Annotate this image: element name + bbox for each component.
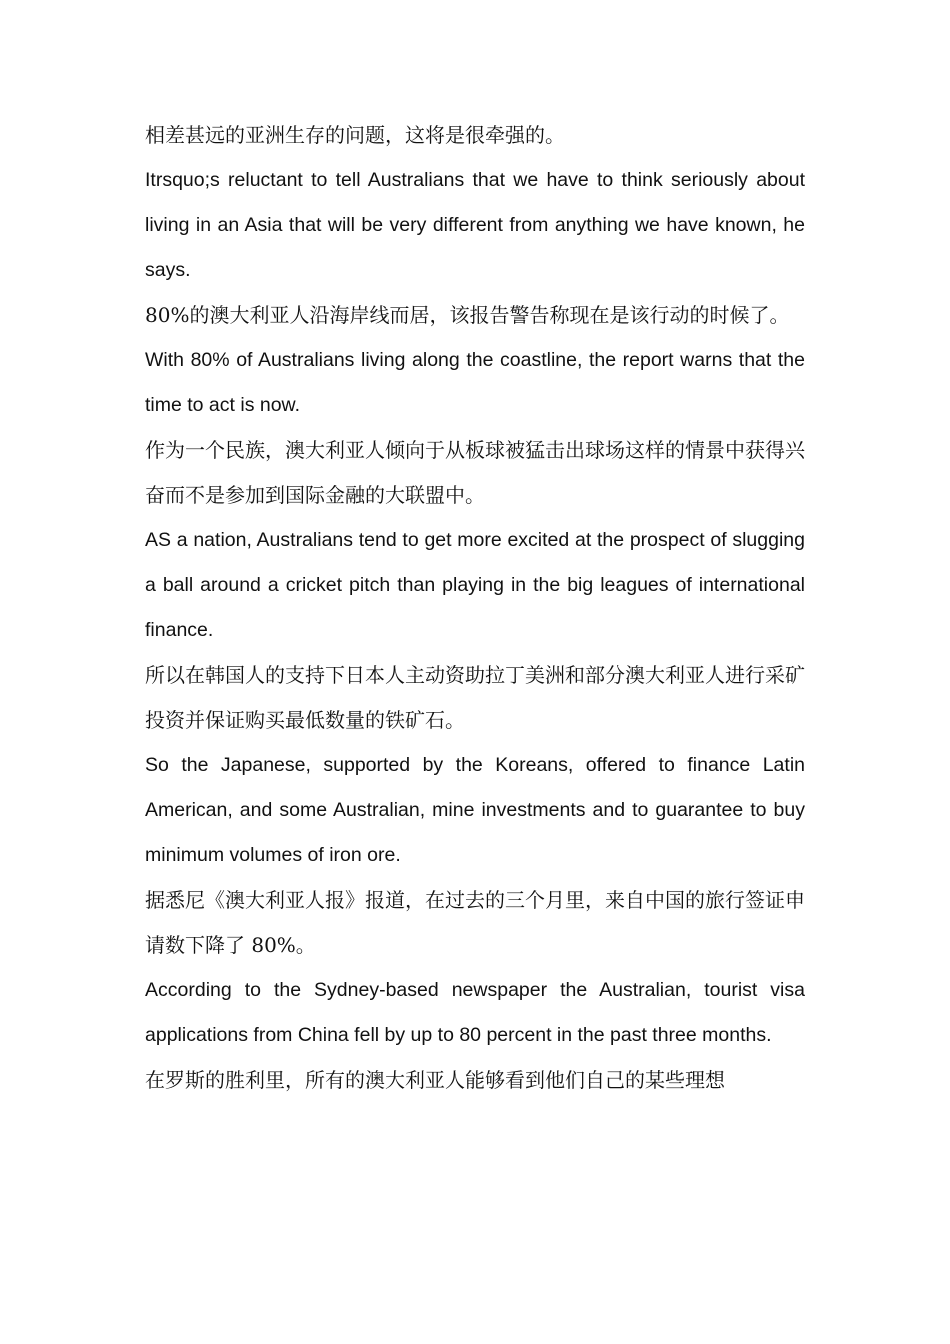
paragraph-7-zh: 所以在韩国人的支持下日本人主动资助拉丁美洲和部分澳大利亚人进行采矿投资并保证购买最低数量的铁矿石。 — [145, 663, 805, 732]
paragraph-4-en: With 80% of Australians living along the coastline, the report warns that the time to act is now. — [145, 349, 805, 416]
paragraph-8-en: So the Japanese, supported by the Koreans, offered to finance Latin American, and some Australian, mine investments and to guarantee to buy minimum volumes of iron ore. — [145, 754, 805, 866]
paragraph-9-zh: 据悉尼《澳大利亚人报》报道，在过去的三个月里，来自中国的旅行签证申请数下降了 80%。 — [145, 888, 805, 957]
paragraph-3-zh: 80%的澳大利亚人沿海岸线而居，该报告警告称现在是该行动的时候了。 — [145, 303, 790, 327]
document-body — [145, 113, 805, 1103]
paragraph-1-zh: 相差甚远的亚洲生存的问题，这将是很牵强的。 — [145, 123, 565, 147]
paragraph-5-zh: 作为一个民族，澳大利亚人倾向于从板球被猛击出球场这样的情景中获得兴奋而不是参加到国际金融的大联盟中。 — [145, 438, 805, 507]
paragraph-6-en: AS a nation, Australians tend to get more excited at the prospect of slugging a ball around a cricket pitch than playing in the big leagues of international finance. — [145, 529, 805, 641]
paragraph-11-zh: 在罗斯的胜利里，所有的澳大利亚人能够看到他们自己的某些理想 — [145, 1068, 725, 1092]
paragraph-2-en: Itrsquo;s reluctant to tell Australians that we have to think seriously about living in an Asia that will be very different from anything we have known, he says. — [145, 169, 805, 281]
paragraph-10-en: According to the Sydney-based newspaper the Australian, tourist visa applications from China fell by up to 80 percent in the past three months. — [145, 979, 805, 1046]
